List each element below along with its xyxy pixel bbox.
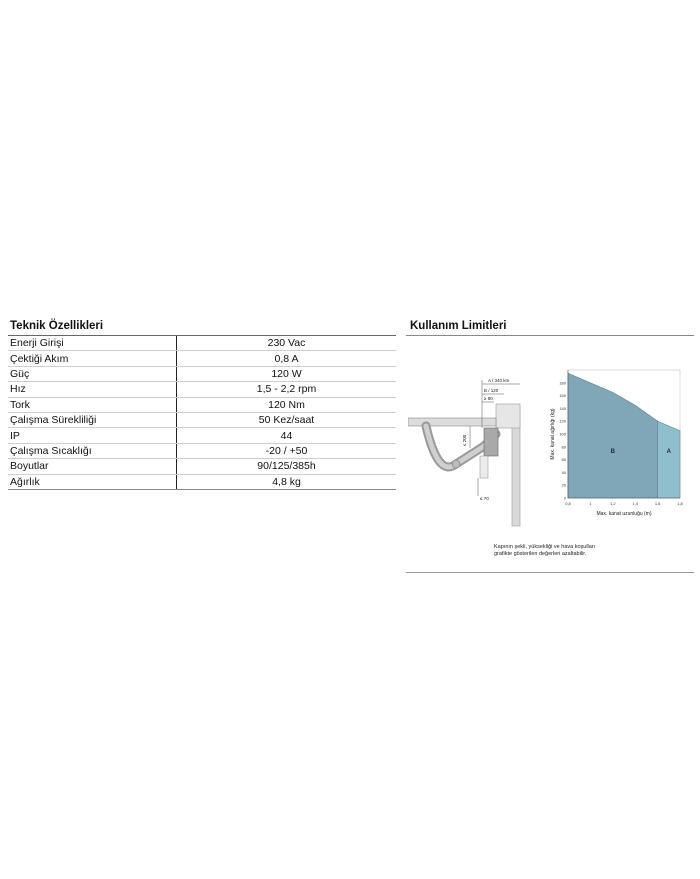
tech-specs-section — [8, 318, 396, 490]
spec-value: 0,8 A — [177, 351, 397, 366]
dim-e-label: ≤ 70 — [480, 496, 489, 501]
y-tick-label: 160 — [559, 393, 566, 399]
region-label-a: A — [666, 449, 671, 456]
spec-label: Güç — [8, 366, 177, 381]
spec-row — [8, 412, 396, 427]
tech-specs-title: Teknik Özellikleri — [8, 318, 396, 336]
y-axis-label: Max. kanat ağırlığı (kg) — [550, 408, 556, 460]
motor-body — [484, 428, 498, 456]
spec-label: Enerji Girişi — [8, 336, 177, 351]
spec-row — [8, 351, 396, 366]
tech-specs-table — [8, 336, 396, 490]
spec-label: Ağırlık — [8, 474, 177, 489]
spec-value: 230 Vac — [177, 336, 397, 351]
region-label-b: B — [610, 449, 615, 456]
area-series-a — [658, 421, 680, 498]
y-tick-label: 0 — [563, 495, 566, 501]
spec-value: 44 — [177, 428, 397, 443]
x-tick-label: 1,4 — [632, 501, 638, 506]
note-line-2: grafikte gösterilen değerleri azaltabilir. — [494, 551, 587, 557]
pillar-cap — [496, 404, 520, 428]
spec-row — [8, 459, 396, 474]
x-tick-label: 1 — [589, 501, 592, 506]
section-divider — [406, 572, 694, 573]
spec-label: Tork — [8, 397, 177, 412]
usage-limit-chart — [544, 362, 692, 538]
spec-label: IP — [8, 428, 177, 443]
limits-note — [494, 544, 595, 558]
spec-value: 4,8 kg — [177, 474, 397, 489]
arm-joint — [452, 460, 460, 468]
y-tick-label: 20 — [561, 482, 566, 488]
spec-row — [8, 336, 396, 351]
spec-value: 1,5 - 2,2 rpm — [177, 382, 397, 397]
dim-a-label: A / 340 km — [488, 378, 510, 383]
dim-b-label: B / 120 — [484, 388, 499, 393]
y-tick-label: 40 — [561, 469, 566, 475]
spec-label: Çalışma Sıcaklığı — [8, 443, 177, 458]
spec-label: Çektiği Akım — [8, 351, 177, 366]
usage-limits-section — [406, 318, 694, 574]
spec-row — [8, 428, 396, 443]
y-tick-label: 100 — [559, 431, 566, 437]
dim-c-label: ≥ 80 — [484, 396, 493, 401]
x-tick-label: 1,2 — [610, 501, 616, 506]
y-tick-label: 80 — [561, 444, 566, 450]
spec-value: 120 W — [177, 366, 397, 381]
spec-value: 50 Kez/saat — [177, 412, 397, 427]
x-tick-label: 0,8 — [565, 501, 571, 506]
note-line-1: Kapının şekli, yüksekliği ve hava koşulları — [494, 544, 596, 550]
spec-value: 90/125/385h — [177, 459, 397, 474]
y-tick-label: 180 — [559, 380, 566, 386]
spec-row — [8, 474, 396, 489]
usage-limits-title: Kullanım Limitleri — [406, 318, 694, 336]
spec-row — [8, 443, 396, 458]
x-tick-label: 1,8 — [677, 501, 683, 506]
spec-row — [8, 397, 396, 412]
gate-leaf — [408, 418, 496, 426]
y-tick-label: 120 — [559, 418, 566, 424]
spec-row — [8, 366, 396, 381]
spec-label: Hız — [8, 382, 177, 397]
x-axis-label: Max. kanat uzunluğu (m) — [596, 511, 652, 517]
spec-label: Boyutlar — [8, 459, 177, 474]
spec-row — [8, 382, 396, 397]
y-tick-label: 60 — [561, 457, 566, 463]
dim-d-label: ≤ 200 — [462, 434, 467, 446]
spec-label: Çalışma Sürekliliği — [8, 412, 177, 427]
y-tick-label: 140 — [559, 405, 566, 411]
spec-value: -20 / +50 — [177, 443, 397, 458]
spec-value: 120 Nm — [177, 397, 397, 412]
installation-diagram — [408, 368, 538, 528]
x-tick-label: 1,6 — [654, 501, 661, 506]
